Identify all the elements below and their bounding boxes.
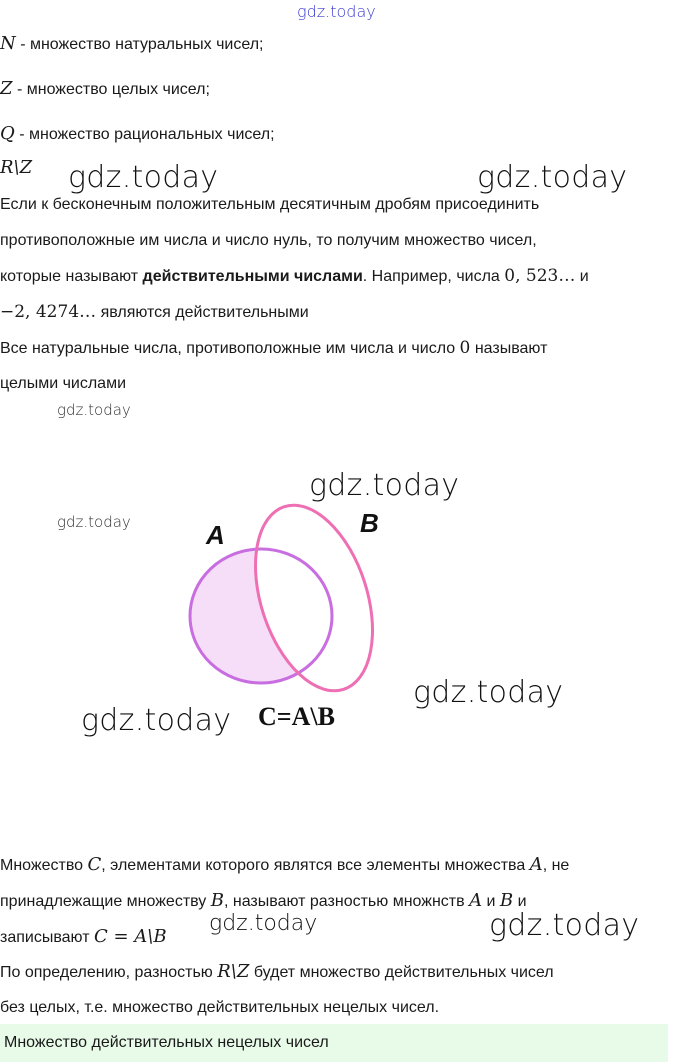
text: , не [542, 857, 570, 874]
text: Все натуральные числа, противоположные им числа и число [0, 340, 460, 357]
text: и [575, 268, 589, 285]
symbol-r-minus-z: R\Z [0, 157, 33, 178]
number-example-1: 0, 523… [504, 266, 576, 286]
text: принадлежащие множеству [0, 893, 211, 910]
paragraph4-line1 [0, 962, 554, 983]
paragraph4-line2: без целых, т.е. множество действительных нецелых чисел. [0, 999, 440, 1016]
symbol-b: B [499, 890, 514, 911]
paragraph3-line1 [0, 855, 569, 876]
paragraph2-line2: целыми числами [0, 375, 127, 392]
watermark: gdz.today [413, 675, 564, 710]
symbol-a: A [529, 854, 543, 875]
watermark: gdz.today [57, 401, 131, 419]
paragraph3-line3 [0, 927, 167, 948]
label-b: B [360, 508, 379, 538]
text: , элементами которого являтся все элементы множества [101, 857, 530, 874]
text: называют [470, 340, 548, 357]
watermark: gdz.today [489, 908, 640, 943]
label-a: A [206, 520, 225, 550]
watermark: gdz.today [309, 468, 460, 503]
answer-box: Множество действительных нецелых чисел [0, 1024, 668, 1062]
paragraph1-line1: Если к бесконечным положительным десятичным дробям присоединить [0, 196, 540, 213]
term-real-numbers: действительными числами [142, 268, 363, 285]
number-zero: 0 [459, 338, 471, 358]
number-example-2: −2, 4274… [0, 302, 97, 322]
symbol-q: Q [0, 123, 15, 144]
formula-c-equals-a-minus-b: C = A\B [93, 926, 167, 947]
text: . Например, числа [362, 268, 505, 285]
watermark: gdz.today [209, 911, 318, 936]
symbol-c: C [87, 854, 102, 875]
symbol-z: Z [0, 78, 13, 99]
symbol-a: A [469, 890, 483, 911]
watermark-top: gdz.today [297, 2, 376, 21]
text: будет множество действительных чисел [249, 964, 554, 981]
text: записывают [0, 929, 94, 946]
text: По определению, разностью [0, 964, 218, 981]
paragraph3-line2 [0, 891, 527, 912]
watermark: gdz.today [81, 703, 232, 738]
definition-text: - множество рациональных чисел; [14, 126, 275, 143]
definition-text: - множество натуральных чисел; [15, 36, 264, 53]
text: и [482, 893, 500, 910]
text: и [513, 893, 527, 910]
symbol-n: N [0, 33, 16, 54]
watermark: gdz.today [68, 160, 219, 195]
text: , называют разностью множнств [223, 893, 470, 910]
definition-text: - множество целых чисел; [12, 81, 210, 98]
symbol-r-minus-z: R\Z [217, 961, 250, 982]
diagram-caption: C=A\B [258, 702, 335, 731]
text: являются действительными [96, 304, 309, 321]
symbol-b: B [210, 890, 224, 911]
text: которые называют [0, 268, 143, 285]
text: Множество [0, 857, 88, 874]
watermark: gdz.today [57, 513, 131, 531]
watermark: gdz.today [477, 160, 628, 195]
paragraph1-line2: противоположные им числа и число нуль, то получим множество чисел, [0, 232, 537, 249]
